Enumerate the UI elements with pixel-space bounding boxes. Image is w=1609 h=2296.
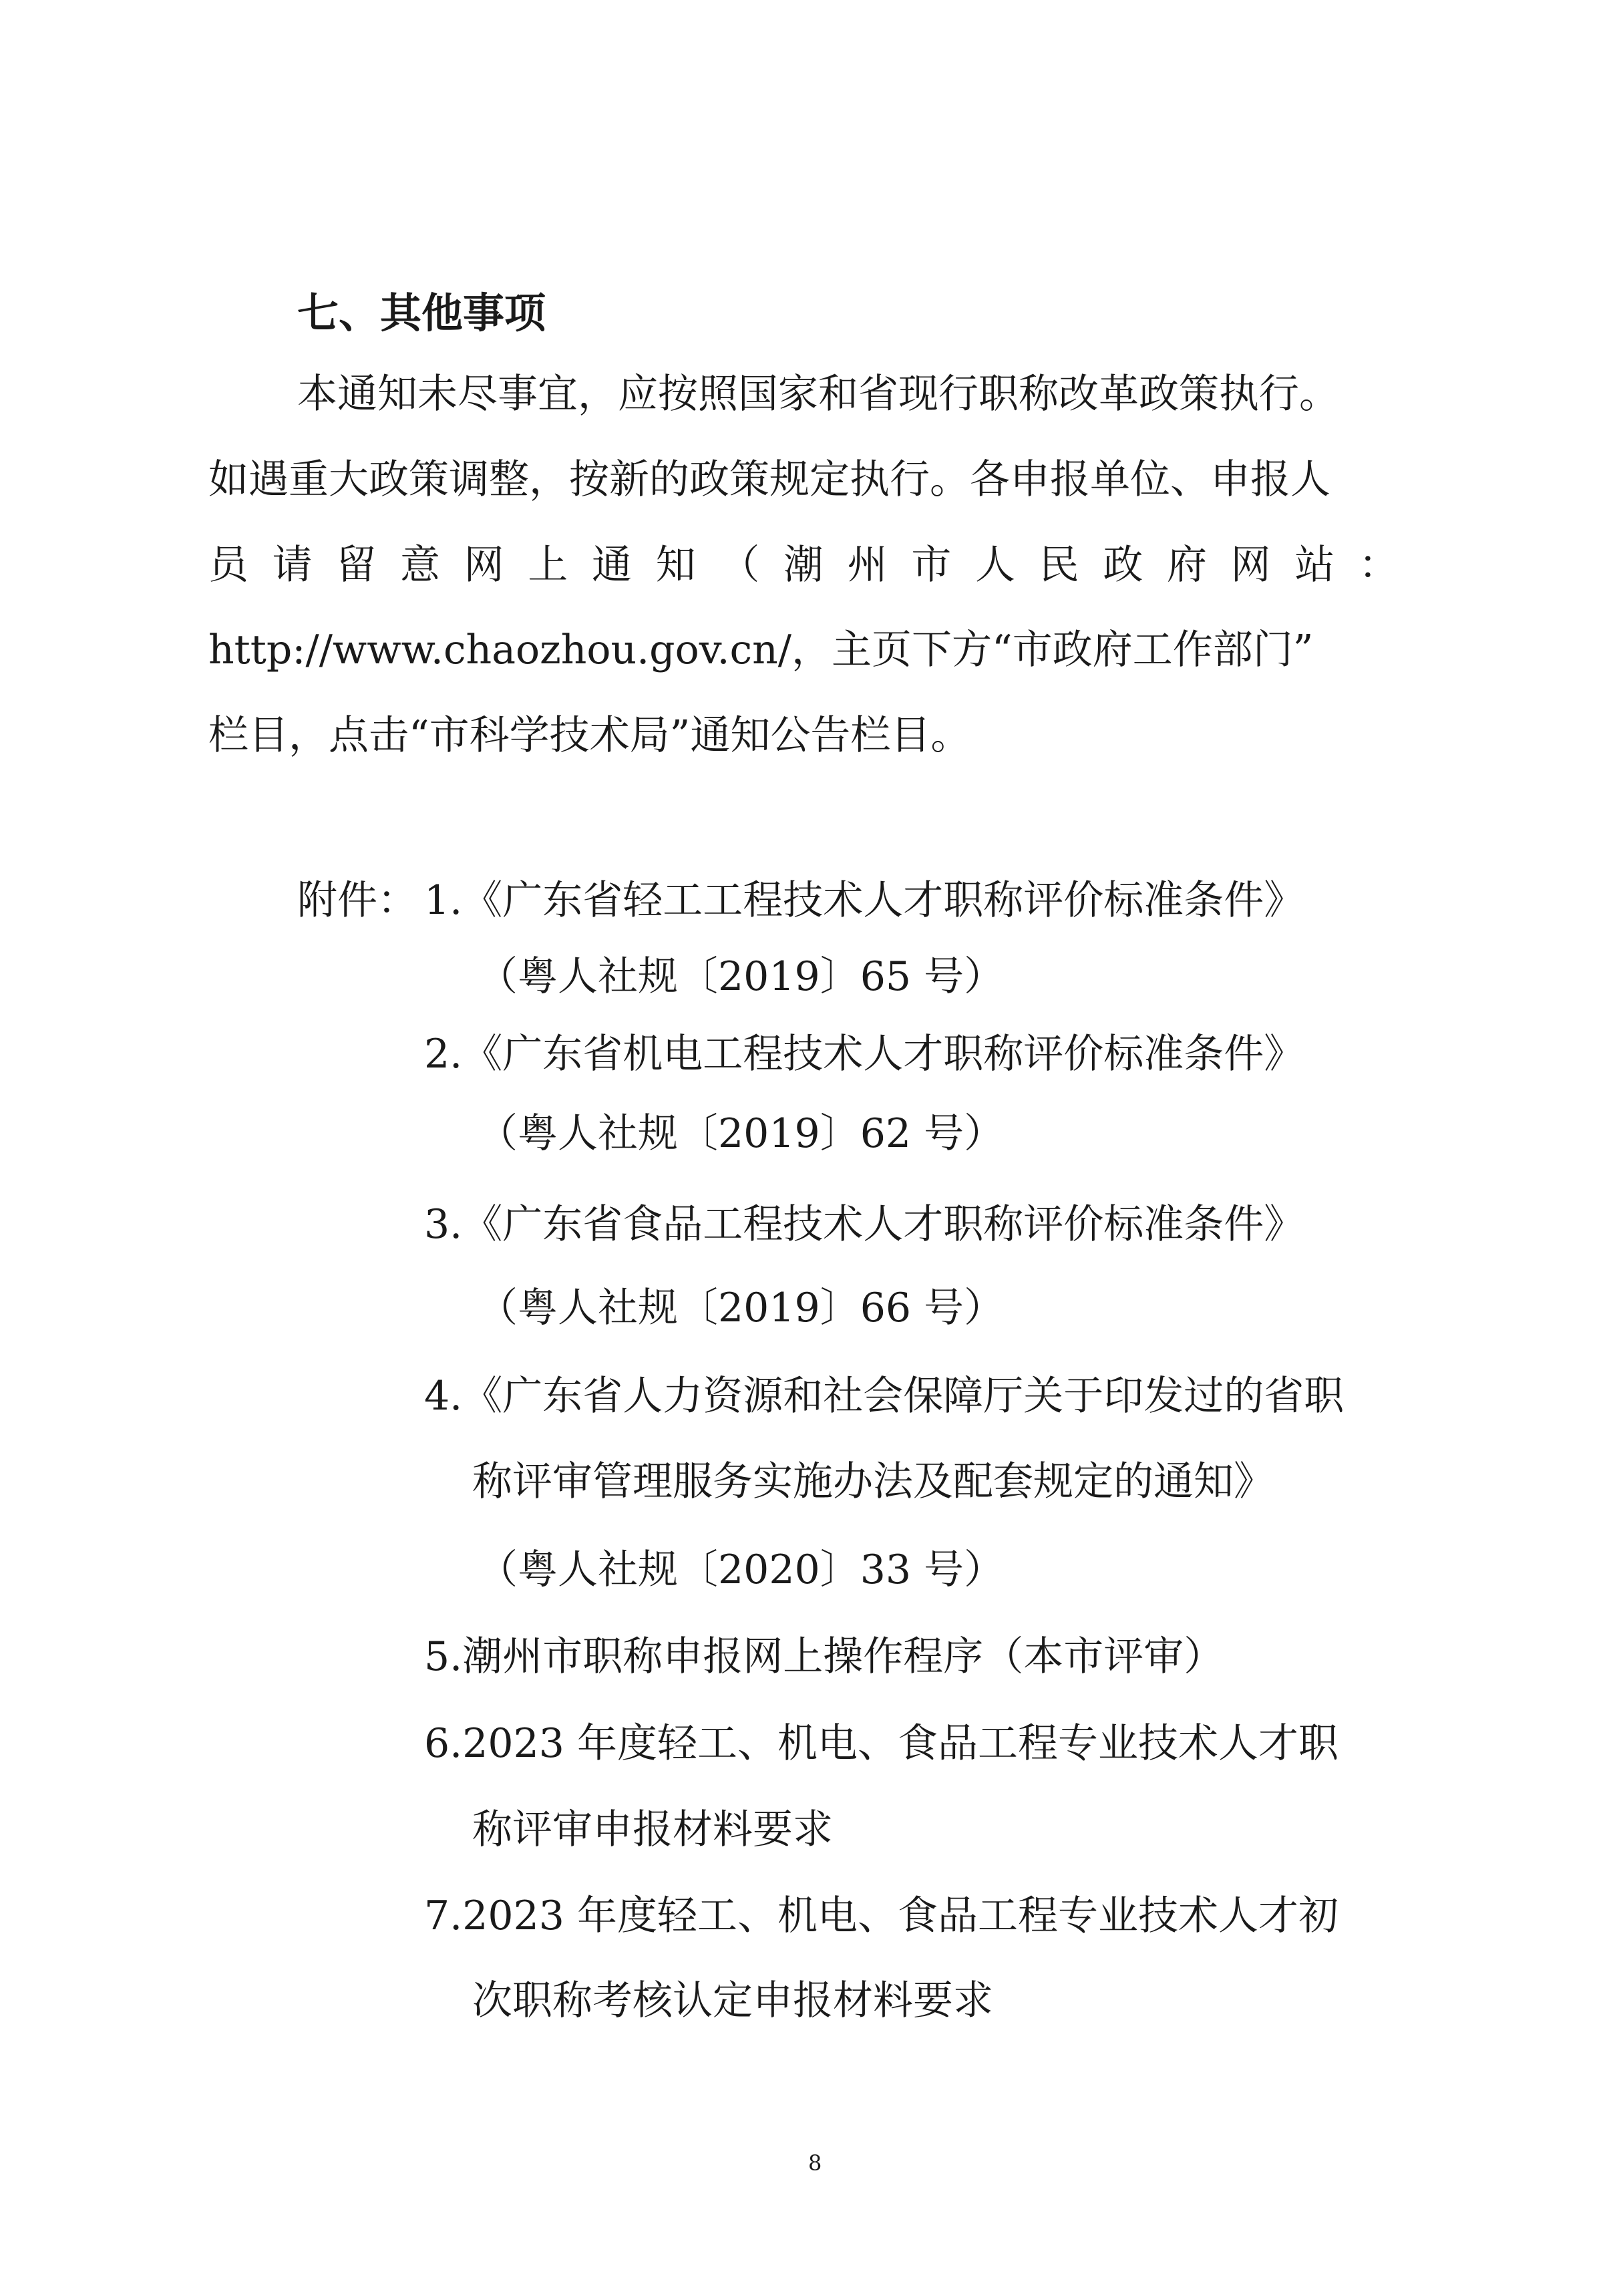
section-heading: 七、其他事项	[297, 289, 546, 337]
attachment-3-line-2: （粤人社规〔2019〕66 号）	[478, 1285, 1005, 1331]
paragraph-line-3: 员请留意网上通知（潮州市人民政府网站：	[208, 542, 1412, 589]
attachment-1-line-1: 1.《广东省轻工工程技术人才职称评价标准条件》	[424, 877, 1304, 924]
paragraph-line-5: 栏目，点击“市科学技术局”通知公告栏目。	[208, 712, 971, 759]
paragraph-line-1: 本通知未尽事宜，应按照国家和省现行职称改革政策执行。	[297, 371, 1339, 418]
attachment-7-line-2: 次职称考核认定申报材料要求	[472, 1977, 993, 2024]
attachment-3-line-1: 3.《广东省食品工程技术人才职称评价标准条件》	[424, 1201, 1304, 1248]
attachment-6-line-2: 称评审申报材料要求	[472, 1806, 833, 1853]
attachment-5-line-1: 5.潮州市职称申报网上操作程序（本市评审）	[424, 1633, 1224, 1680]
attachment-4-line-1: 4.《广东省人力资源和社会保障厅关于印发过的省职	[424, 1373, 1345, 1420]
attachment-1-line-2: （粤人社规〔2019〕65 号）	[478, 953, 1005, 1000]
attachment-4-line-3: （粤人社规〔2020〕33 号）	[478, 1546, 1005, 1593]
attachment-4-line-2: 称评审管理服务实施办法及配套规定的通知》	[472, 1458, 1274, 1505]
attachments-label: 附件：	[297, 877, 417, 924]
paragraph-line-4: http://www.chaozhou.gov.cn/，主页下方“市政府工作部门”	[208, 627, 1314, 673]
attachment-7-line-1: 7.2023 年度轻工、机电、食品工程专业技术人才初	[424, 1893, 1339, 1939]
paragraph-line-2: 如遇重大政策调整，按新的政策规定执行。各申报单位、申报人	[208, 456, 1330, 503]
attachment-6-line-1: 6.2023 年度轻工、机电、食品工程专业技术人才职	[424, 1720, 1339, 1767]
attachment-2-line-1: 2.《广东省机电工程技术人才职称评价标准条件》	[424, 1031, 1304, 1078]
page-number: 8	[808, 2150, 822, 2176]
attachment-2-line-2: （粤人社规〔2019〕62 号）	[478, 1110, 1005, 1157]
